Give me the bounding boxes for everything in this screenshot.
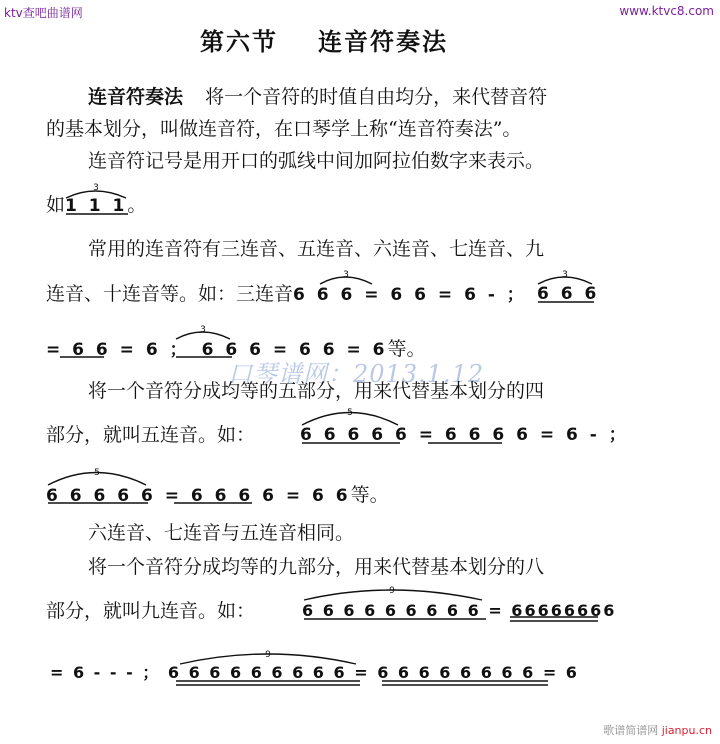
tuplet-number: 5	[347, 408, 353, 418]
nonuplet-example-2: = 6 - - - ； 6 6 6 6 6 6 6 6 6 = 6 6 6 6 6 6 6 6 = 6	[50, 663, 579, 682]
nonuplet-example-1: 6 6 6 6 6 6 6 6 6 = 66666666	[302, 601, 617, 620]
common-line-3-suffix: 等。	[387, 338, 426, 360]
triplet-example-1: 6 6 6 = 6 6 = 6 - ；	[293, 285, 527, 305]
watermark-bottom	[603, 722, 712, 738]
example-prefix: 如	[46, 194, 66, 216]
nonuplet-line-2-text: 部分，就叫九连音。如：	[46, 600, 256, 622]
definition-text: 将一个音符的时值自由均分，来代替音符	[205, 86, 548, 108]
triplet-example-2: 6 6 6	[537, 284, 600, 304]
example-notes: 1 1 1	[65, 196, 128, 216]
watermark-top-left: ktv查吧曲谱网	[4, 6, 83, 20]
tuplet-number: 9	[389, 586, 395, 596]
section-number: 第六节	[200, 27, 278, 56]
six-seven-line: 六连音、七连音与五连音相同。	[88, 522, 355, 544]
tuplet-number: 5	[94, 468, 100, 478]
stamp-watermark: 口琴谱网：2013.1.12	[228, 360, 485, 388]
notation-line: 连音符记号是用开口的弧线中间加阿拉伯数字来表示。	[88, 150, 545, 172]
common-line-1: 常用的连音符有三连音、五连音、六连音、七连音、九	[88, 238, 545, 260]
section-title: 连音符奏法	[318, 27, 448, 56]
example-suffix: 。	[127, 194, 147, 216]
term: 连音符奏法	[88, 86, 184, 108]
watermark-bottom-site: 歌谱简谱网	[603, 724, 659, 737]
quintuplet-line-1: 将一个音符分成均等的五部分，用来代替基本划分的四	[88, 380, 545, 402]
tuplet-number: 3	[200, 325, 206, 335]
triplet-equal-1: = 6 6 = 6 ；	[46, 340, 190, 360]
common-line-2-text: 连音、十连音等。如：三连音	[46, 283, 294, 305]
tuplet-number: 3	[343, 270, 349, 280]
tuplet-number: 3	[93, 183, 99, 193]
watermark-bottom-domain: jianpu.cn	[661, 724, 712, 737]
tuplet-number: 3	[562, 270, 568, 280]
watermark-top-right: www.ktvc8.com	[619, 4, 714, 18]
definition-line-2: 的基本划分，叫做连音符，在口琴学上称“连音符奏法”。	[46, 118, 522, 140]
triplet-example-3: 6 6 6 = 6 6 = 6	[201, 340, 388, 360]
nonuplet-line-1: 将一个音符分成均等的九部分，用来代替基本划分的八	[88, 556, 545, 578]
tuplet-number: 9	[265, 650, 271, 660]
quintuplet-example-2: 6 6 6 6 6 = 6 6 6 6 = 6 6	[46, 486, 351, 506]
quintuplet-example-1: 6 6 6 6 6 = 6 6 6 6 = 6 - ；	[300, 425, 629, 445]
quintuplet-line-2-text: 部分，就叫五连音。如：	[46, 424, 256, 446]
quintuplet-line-3-suffix: 等。	[350, 484, 389, 506]
